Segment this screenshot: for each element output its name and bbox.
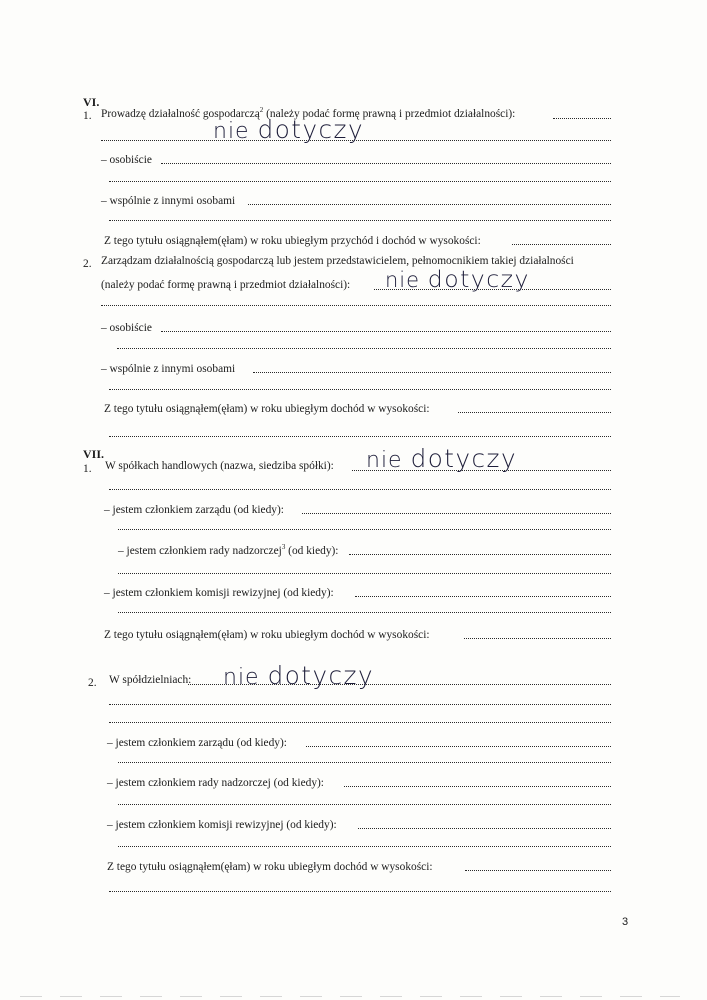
vii-item1-number: 1. [83,463,92,475]
fill-line[interactable] [358,828,611,829]
handwritten-answer: nie dotyczy [366,444,518,473]
fill-line[interactable] [109,181,611,182]
fill-line[interactable] [109,436,611,437]
page-number: 3 [622,916,629,928]
vi-item2-question-line2: (należy podać formę prawną i przedmiot działalności): [101,279,351,291]
fill-line[interactable] [161,331,611,332]
vi-item1-number: 1. [83,110,92,122]
wspolnie-label: – wspólnie z innymi osobami [101,195,236,207]
income-label: Z tego tytułu osiągnąłem(ęłam) w roku ubiegłym dochód w wysokości: [104,629,430,641]
fill-line[interactable] [118,612,611,613]
fill-line[interactable] [101,305,611,306]
fill-line[interactable] [344,786,611,787]
vii-item2-number: 2. [88,677,97,689]
vi-item2-number: 2. [83,258,92,270]
section-vii-label: VII. [83,447,105,461]
footnote-marker: 3 [281,543,286,552]
fill-line[interactable] [109,220,611,221]
komisja-label: – jestem członkiem komisji rewizyjnej (od kiedy): [107,819,337,831]
income-label: Z tego tytułu osiągnąłem(ęłam) w roku ubiegłym dochód w wysokości: [107,861,433,873]
fill-line[interactable] [118,573,611,574]
komisja-label: – jestem członkiem komisji rewizyjnej (od kiedy): [104,587,334,599]
footnote-marker: 2 [259,106,264,115]
fill-line[interactable] [118,762,611,763]
fill-line[interactable] [349,554,611,555]
vii-item2-question: W spółdzielniach: [109,674,192,686]
vii-item1-question: W spółkach handlowych (nazwa, siedziba spółki): [105,460,334,472]
fill-line[interactable] [109,704,611,705]
fill-line[interactable] [109,722,611,723]
fill-line[interactable] [118,804,611,805]
zarzad-label: – jestem członkiem zarządu (od kiedy): [107,737,287,749]
fill-line[interactable] [253,372,611,373]
fill-line[interactable] [512,244,611,245]
fill-line[interactable] [109,489,611,490]
scan-artifact [20,996,680,997]
fill-line[interactable] [118,846,611,847]
handwritten-answer: nie dotyczy [213,115,365,144]
fill-line[interactable] [161,163,611,164]
section-vi-label: VI. [83,95,100,109]
fill-line[interactable] [109,891,611,892]
wspolnie-label: – wspólnie z innymi osobami [101,363,236,375]
fill-line[interactable] [306,746,611,747]
fill-line[interactable] [117,348,611,349]
fill-line[interactable] [118,529,611,530]
rada-nadzorcza-label: – jestem członkiem rady nadzorczej (od kiedy): [107,777,324,789]
fill-line[interactable] [109,389,611,390]
income-label: Z tego tytułu osiągnąłem(ęłam) w roku ubiegłym przychód i dochód w wysokości: [104,235,481,247]
zarzad-label: – jestem członkiem zarządu (od kiedy): [104,504,284,516]
income-label: Z tego tytułu osiągnąłem(ęłam) w roku ubiegłym dochód w wysokości: [104,403,430,415]
handwritten-answer: nie dotyczy [385,265,530,293]
fill-line[interactable] [248,204,611,205]
vi-item1-question: Prowadzę działalność gospodarczą$^2$ (należy podać formę prawną i przedmiot działalności): [101,106,516,120]
fill-line[interactable] [355,596,611,597]
fill-line[interactable] [553,118,611,119]
handwritten-answer: nie dotyczy [223,661,375,690]
fill-line[interactable] [465,870,611,871]
fill-line[interactable] [464,638,611,639]
rada-nadzorcza-label: – jestem członkiem rady nadzorczej$^3$ (od kiedy): [118,543,339,557]
fill-line[interactable] [458,412,611,413]
osobiscie-label: – osobiście [101,322,152,334]
fill-line[interactable] [302,513,611,514]
vi-item2-question-line1: Zarządzam działalnością gospodarczą lub jestem przedstawicielem, pełnomocnikiem takiej działalności [101,255,574,267]
osobiscie-label: – osobiście [101,154,152,166]
